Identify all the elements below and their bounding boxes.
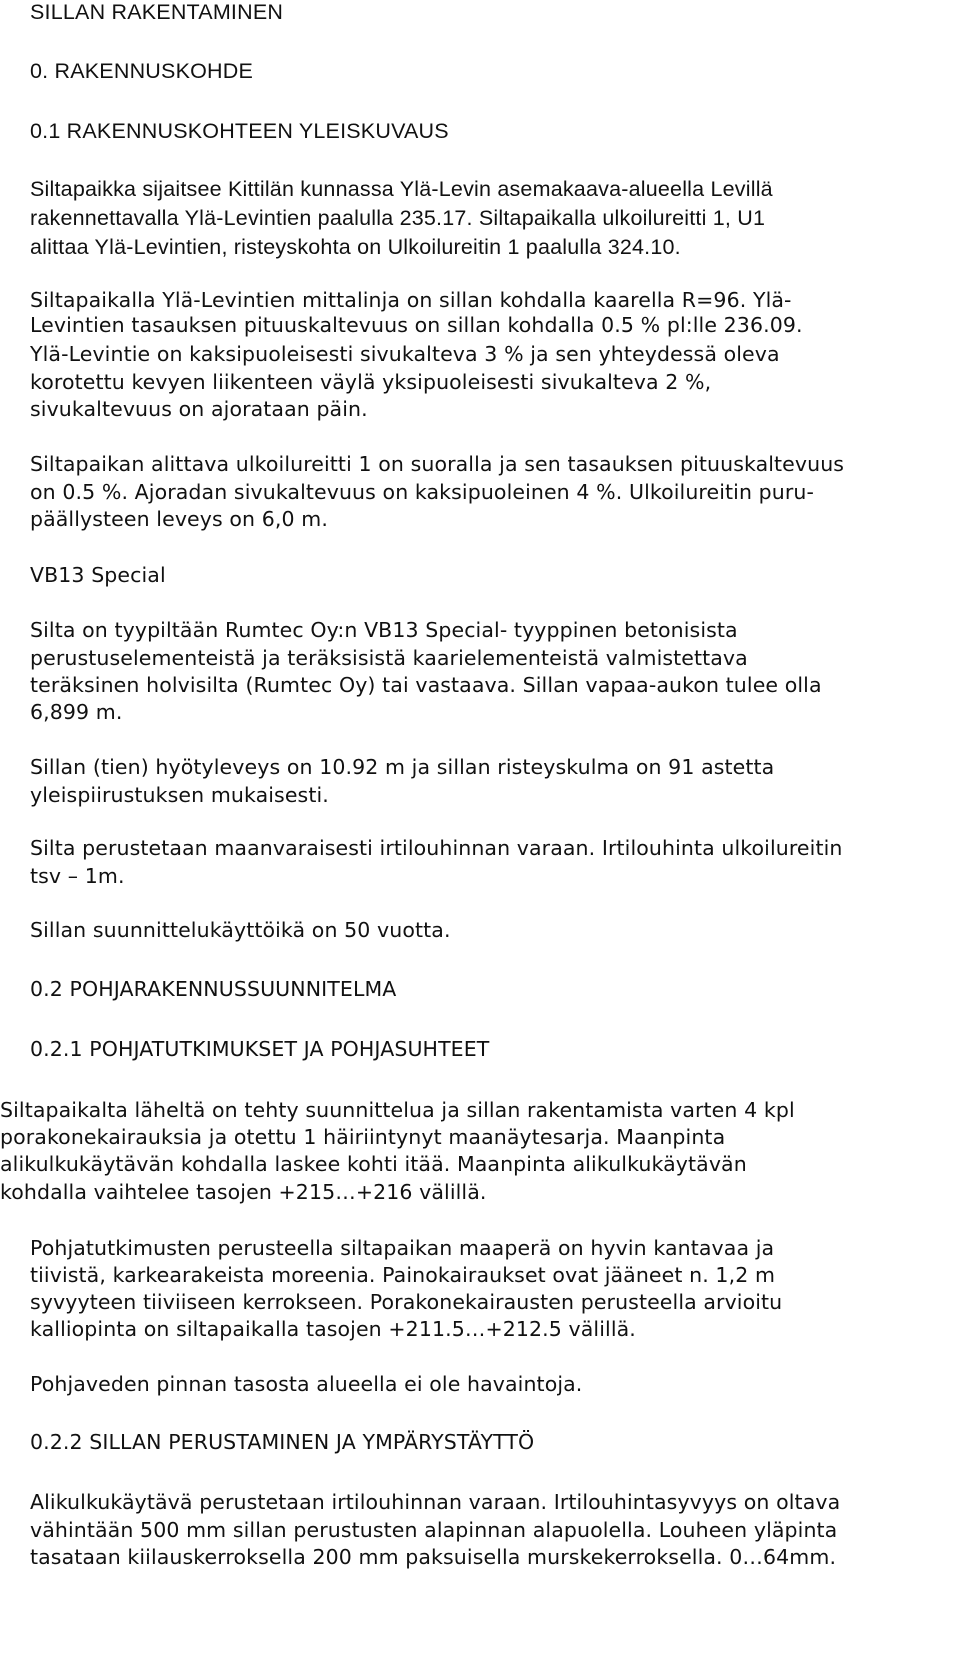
section-heading-0: 0. RAKENNUSKOHDE — [30, 59, 254, 83]
paragraph-line: rakennettavalla Ylä-Levintien paalulla 235.17. Siltapaikalla ulkoilureitti 1, U1 — [30, 206, 766, 230]
paragraph-line: Silta on tyypiltään Rumtec Oy:n VB13 Special- tyyppinen betonisista — [30, 618, 738, 642]
section-heading-0-2-2: 0.2.2 SILLAN PERUSTAMINEN JA YMPÄRYSTÄYTTÖ — [30, 1430, 535, 1454]
subheading-vb13: VB13 Special — [30, 563, 166, 587]
paragraph-line: Levintien tasauksen pituuskaltevuus on sillan kohdalla 0.5 % pl:lle 236.09. — [30, 313, 803, 337]
paragraph-line: tiivistä, karkearakeista moreenia. Painokairaukset ovat jääneet n. 1,2 m — [30, 1263, 776, 1287]
paragraph-line: alikulkukäytävän kohdalla laskee kohti itää. Maanpinta alikulkukäytävän — [0, 1152, 747, 1176]
paragraph-line: Ylä-Levintie on kaksipuoleisesti sivukalteva 3 % ja sen yhteydessä oleva — [30, 342, 780, 366]
paragraph-line: Sillan (tien) hyötyleveys on 10.92 m ja sillan risteyskulma on 91 astetta — [30, 755, 775, 779]
section-heading-0-2-1: 0.2.1 POHJATUTKIMUKSET JA POHJASUHTEET — [30, 1037, 490, 1061]
paragraph-line: Silta perustetaan maanvaraisesti irtilouhinnan varaan. Irtilouhinta ulkoilureitin — [30, 836, 843, 860]
paragraph-line: teräksinen holvisilta (Rumtec Oy) tai vastaava. Sillan vapaa-aukon tulee olla — [30, 673, 822, 697]
paragraph-line: Siltapaikka sijaitsee Kittilän kunnassa Ylä-Levin asemakaava-alueella Levillä — [30, 177, 773, 201]
paragraph-line: Siltapaikalta läheltä on tehty suunnittelua ja sillan rakentamista varten 4 kpl — [0, 1098, 795, 1122]
section-heading-0-1: 0.1 RAKENNUSKOHTEEN YLEISKUVAUS — [30, 119, 449, 143]
paragraph-line: vähintään 500 mm sillan perustusten alapinnan alapuolella. Louheen yläpinta — [30, 1518, 838, 1542]
paragraph-line: on 0.5 %. Ajoradan sivukaltevuus on kaksipuoleinen 4 %. Ulkoilureitin puru- — [30, 480, 814, 504]
paragraph-line: alittaa Ylä-Levintien, risteyskohta on Ulkoilureitin 1 paalulla 324.10. — [30, 235, 681, 259]
paragraph-line: tasataan kiilauskerroksella 200 mm paksuisella murskekerroksella. 0…64mm. — [30, 1545, 837, 1569]
paragraph-line: päällysteen leveys on 6,0 m. — [30, 507, 328, 531]
paragraph-line: kalliopinta on siltapaikalla tasojen +211.5…+212.5 välillä. — [30, 1317, 636, 1341]
paragraph-line: porakonekairauksia ja otettu 1 häiriintynyt maanäytesarja. Maanpinta — [0, 1125, 726, 1149]
paragraph-line: syvyyteen tiiviiseen kerrokseen. Porakonekairausten perusteella arvioitu — [30, 1290, 783, 1314]
paragraph-line: Pohjaveden pinnan tasosta alueella ei ole havaintoja. — [30, 1372, 583, 1396]
document-title: SILLAN RAKENTAMINEN — [30, 0, 284, 24]
paragraph-line: Pohjatutkimusten perusteella siltapaikan maaperä on hyvin kantavaa ja — [30, 1236, 775, 1260]
paragraph-line: Siltapaikalla Ylä-Levintien mittalinja on sillan kohdalla kaarella R=96. Ylä- — [30, 288, 792, 312]
paragraph-line: sivukaltevuus on ajorataan päin. — [30, 397, 368, 421]
paragraph-line: Alikulkukäytävä perustetaan irtilouhinnan varaan. Irtilouhintasyvyys on oltava — [30, 1490, 841, 1514]
section-heading-0-2: 0.2 POHJARAKENNUSSUUNNITELMA — [30, 977, 397, 1001]
paragraph-line: tsv – 1m. — [30, 864, 125, 888]
paragraph-line: kohdalla vaihtelee tasojen +215…+216 välillä. — [0, 1180, 487, 1204]
paragraph-line: korotettu kevyen liikenteen väylä yksipuoleisesti sivukalteva 2 %, — [30, 370, 712, 394]
paragraph-line: 6,899 m. — [30, 700, 123, 724]
paragraph-line: perustuselementeistä ja teräksisistä kaarielementeistä valmistettava — [30, 646, 748, 670]
paragraph-line: yleispiirustuksen mukaisesti. — [30, 783, 329, 807]
paragraph-line: Siltapaikan alittava ulkoilureitti 1 on suoralla ja sen tasauksen pituuskaltevuus — [30, 452, 845, 476]
paragraph-line: Sillan suunnittelukäyttöikä on 50 vuotta. — [30, 918, 451, 942]
